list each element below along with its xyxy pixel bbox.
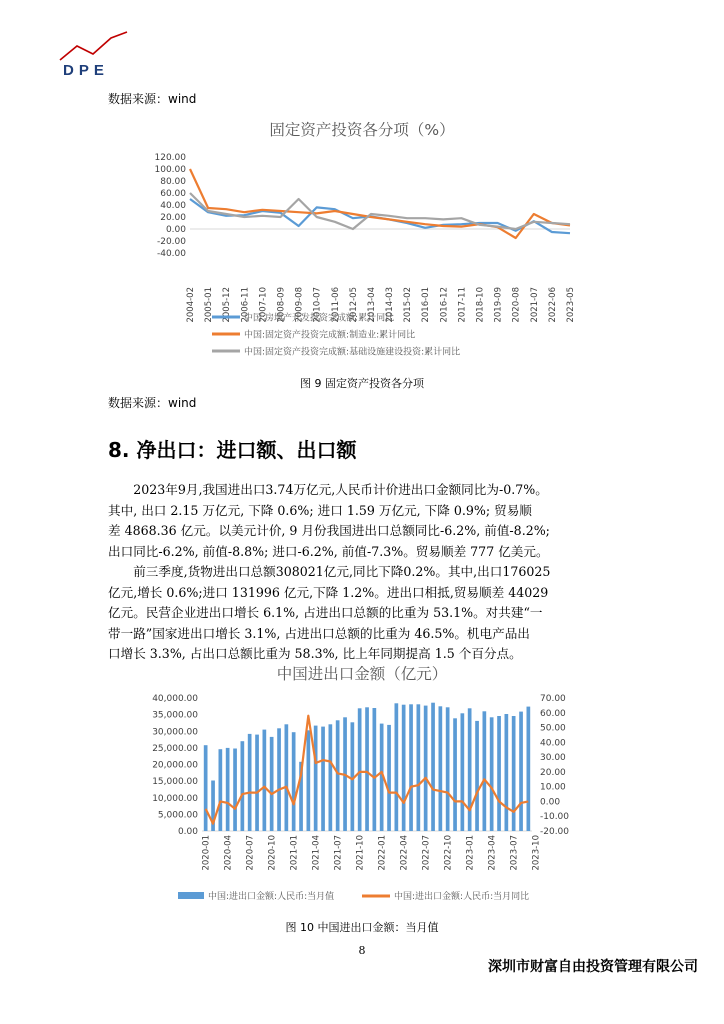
x-tick-label: 2008-09 (276, 287, 287, 323)
data-source-2: 数据来源：wind (108, 396, 197, 410)
legend-label: 中国:进出口金额:人民币:当月同比 (394, 892, 530, 902)
x-tick-label: 2016-01 (421, 287, 432, 323)
legend-label: 中国:房地产开发投资完成额:累计同比 (244, 313, 395, 324)
y-tick-label: 15,000.00 (152, 777, 198, 788)
paragraph-2-line: 亿元。民营企业进出口增长 6.1%, 占进出口总额的比重为 53.1%。对共建“一 (108, 605, 543, 621)
x-tick-label: 2020-08 (511, 287, 522, 323)
x-tick-label: 2011-06 (330, 287, 341, 323)
x-tick-label: 2016-12 (439, 287, 450, 323)
x-tick-label: 2022-10 (443, 835, 454, 871)
x-tick-label: 2015-02 (403, 287, 414, 323)
y-tick-label: 35,000.00 (152, 710, 198, 721)
chart2-caption: 图 10 中国进出口金额：当月值 (285, 921, 439, 934)
company-name: 深圳市财富自由投资管理有限公司 (488, 959, 698, 975)
bar (336, 720, 340, 831)
bar (431, 703, 435, 831)
paragraph-1-line: 出口同比-6.2%, 前值-8.8%; 进口-6.2%, 前值-7.3%。贸易顺差 777 亿美元。 (108, 543, 549, 559)
y-tick-label: 60.00 (160, 189, 186, 199)
x-tick-label: 2018-10 (475, 287, 486, 323)
paragraph-1-line: 2023年9月,我国进出口3.74万亿元,人民币计价进出口金额同比为-0.7%。 (133, 482, 548, 497)
bar (255, 735, 259, 831)
x-tick-label: 2007-10 (258, 287, 269, 323)
bar (204, 745, 208, 831)
x-tick-label: 2021-01 (289, 835, 300, 871)
x-tick-label: 2020-10 (267, 835, 278, 871)
legend-label: 中国:进出口金额:人民币:当月值 (208, 892, 335, 902)
bar (277, 728, 281, 831)
bar (490, 717, 494, 831)
y2-tick-label: 50.00 (540, 723, 566, 734)
bar (226, 748, 230, 831)
x-tick-label: 2020-01 (201, 835, 212, 871)
bar (241, 741, 245, 831)
bar (270, 737, 274, 831)
paragraph-2-line: 口增长 3.3%, 占出口总额比重为 58.3%, 比上年同期提高 1.5 个百分点。 (108, 646, 522, 662)
x-tick-label: 2021-04 (311, 835, 322, 871)
y-tick-label: 120.00 (154, 153, 186, 163)
bar (285, 724, 289, 831)
bar (365, 707, 369, 831)
y-tick-label: 30,000.00 (152, 727, 198, 738)
y2-tick-label: 60.00 (540, 708, 566, 719)
paragraph-1-line: 其中, 出口 2.15 万亿元, 下降 0.6%; 进口 1.59 万亿元, 下降 0.9%; 贸易顺 (108, 502, 532, 518)
chart2-title: 中国进出口金额（亿元） (276, 665, 448, 683)
paragraph-1-line: 差 4868.36 亿元。以美元计价, 9 月份我国进出口总额同比-6.2%, 前值-8.2%; (108, 523, 550, 539)
x-tick-label: 2005-01 (204, 287, 215, 323)
x-tick-label: 2023-01 (465, 835, 476, 871)
chart1-plot (140, 145, 580, 375)
x-tick-label: 2006-11 (240, 287, 251, 323)
x-tick-label: 2010-07 (312, 287, 323, 323)
x-tick-label: 2020-04 (223, 835, 234, 871)
bar (233, 749, 237, 832)
paragraph-1 (108, 480, 628, 562)
paragraph-2-line: 带一路”国家进出口增长 3.1%, 占进出口总额的比重为 46.5%。机电产品出 (108, 625, 530, 641)
bar (387, 725, 391, 831)
bar (468, 708, 472, 831)
logo-mark-icon (55, 28, 135, 64)
x-tick-label: 2022-06 (547, 287, 558, 323)
bar (219, 749, 223, 831)
data-source-1: 数据来源：wind (108, 92, 197, 106)
bar (409, 704, 413, 831)
bar (329, 724, 333, 831)
x-tick-label: 2023-05 (566, 287, 576, 323)
x-tick-label: 2017-11 (457, 287, 468, 323)
x-tick-label: 2023-10 (531, 835, 542, 871)
paragraph-2 (108, 562, 628, 665)
y-tick-label: 40,000.00 (152, 694, 198, 704)
y2-tick-label: -20.00 (540, 827, 570, 837)
paragraph-2-line: 亿元,增长 0.6%;进口 131996 亿元,下降 1.2%。进出口相抵,贸易顺差 44029 (108, 584, 549, 600)
y2-tick-label: 0.00 (540, 797, 561, 808)
x-tick-label: 2020-07 (245, 835, 256, 871)
chart1-caption: 图 9 固定资产投资各分项 (300, 377, 424, 390)
x-tick-label: 2005-12 (222, 287, 233, 323)
y2-tick-label: 40.00 (540, 738, 566, 749)
y-tick-label: -40.00 (156, 249, 186, 259)
y-tick-label: -20.00 (156, 237, 186, 247)
bar (321, 727, 325, 831)
x-tick-label: 2022-01 (377, 835, 388, 871)
y-tick-label: 100.00 (154, 165, 186, 175)
bar (424, 706, 428, 831)
y2-tick-label: 70.00 (540, 694, 566, 704)
bar (358, 708, 362, 831)
x-tick-label: 2021-10 (355, 835, 366, 871)
bar (439, 706, 443, 831)
page-number: 8 (358, 944, 366, 957)
y-tick-label: 5,000.00 (157, 810, 198, 821)
x-tick-label: 2014-03 (385, 287, 396, 323)
y-tick-label: 0.00 (177, 827, 198, 837)
x-tick-label: 2019-09 (493, 287, 504, 323)
x-tick-label: 2022-07 (421, 835, 432, 871)
y-tick-label: 20.00 (160, 213, 186, 223)
bar (519, 712, 523, 831)
x-tick-label: 2012-05 (348, 287, 359, 323)
legend-label: 中国:固定资产投资完成额:基础设施建设投资:累计同比 (244, 347, 461, 358)
y2-tick-label: 10.00 (540, 782, 566, 793)
bar (475, 721, 479, 831)
x-tick-label: 2021-07 (529, 287, 540, 323)
x-tick-label: 2023-07 (509, 835, 520, 871)
chart2-plot (140, 688, 580, 913)
bar (512, 716, 516, 831)
y2-tick-label: -10.00 (540, 812, 570, 823)
y-tick-label: 0.00 (165, 225, 186, 235)
y-tick-label: 25,000.00 (152, 743, 198, 754)
legend-label: 中国:固定资产投资完成额:制造业:累计同比 (244, 330, 416, 341)
logo-text: DPE (63, 62, 109, 79)
bar (402, 705, 406, 831)
bar (292, 732, 296, 831)
bar (307, 730, 311, 831)
y-tick-label: 10,000.00 (152, 793, 198, 804)
bar (417, 704, 421, 831)
y-tick-label: 40.00 (160, 201, 186, 211)
bar (483, 711, 487, 831)
y2-tick-label: 20.00 (540, 767, 566, 778)
bar (373, 708, 377, 831)
x-tick-label: 2009-08 (294, 287, 305, 323)
section-heading: 8. 净出口：进口额、出口额 (108, 438, 357, 462)
bar (497, 716, 501, 831)
bar (505, 714, 509, 831)
y2-tick-label: 30.00 (540, 753, 566, 764)
bar (314, 726, 318, 831)
x-tick-label: 2021-07 (333, 835, 344, 871)
x-tick-label: 2004-02 (186, 287, 196, 323)
legend-swatch (178, 892, 204, 899)
y-tick-label: 80.00 (160, 177, 186, 187)
bar (263, 730, 267, 831)
chart1-title: 固定资产投资各分项（%） (269, 121, 455, 139)
bar (248, 734, 252, 831)
x-tick-label: 2023-04 (487, 835, 498, 871)
x-tick-label: 2022-04 (399, 835, 410, 871)
paragraph-2-line: 前三季度,货物进出口总额308021亿元,同比下降0.2%。其中,出口176025 (133, 564, 551, 579)
bar (527, 707, 531, 831)
bar (461, 713, 465, 831)
y-tick-label: 20,000.00 (152, 760, 198, 771)
bar (395, 703, 399, 831)
bar (453, 718, 457, 831)
bar (446, 707, 450, 831)
x-tick-label: 2013-04 (366, 287, 377, 323)
